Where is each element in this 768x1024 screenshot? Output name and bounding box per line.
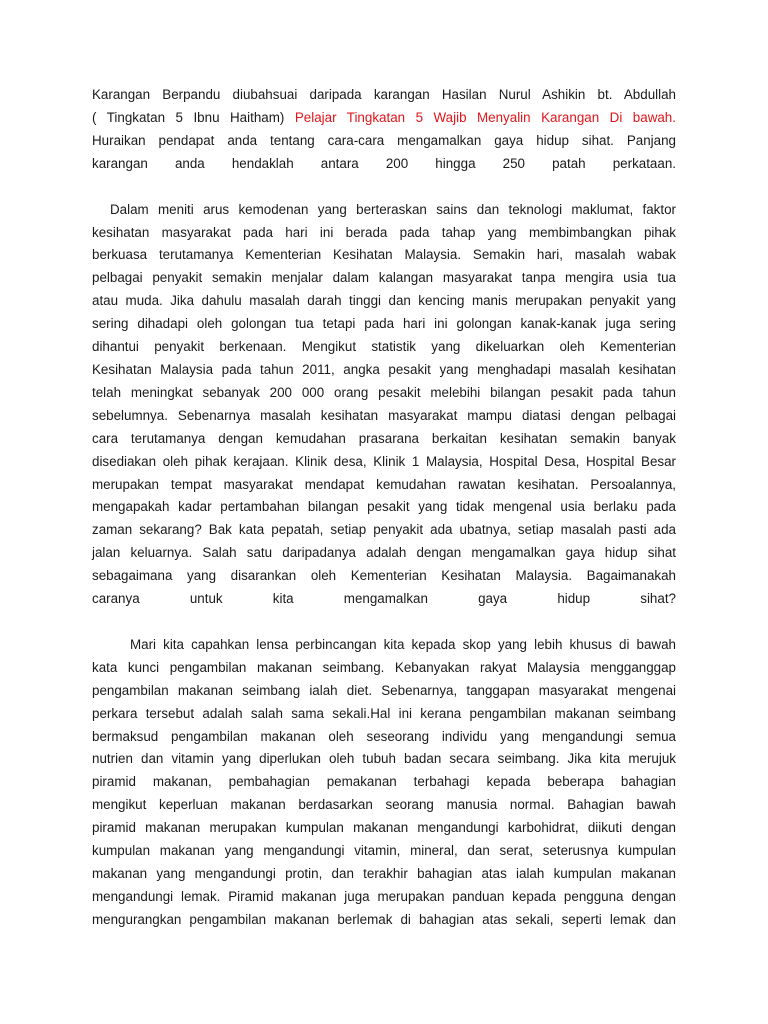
paragraph-line: zaman sekarang? Bak kata pepatah, setiap penyakit ada ubatnya, setiap masalah pasti ada — [92, 522, 676, 538]
essay-paragraph-2 — [92, 634, 676, 932]
paragraph-line: sering dihadapi oleh golongan tua tetapi pada hari ini golongan kanak-kanak juga sering — [92, 316, 676, 332]
paragraph-line: kumpulan makanan yang mengandungi vitamin, mineral, dan serat, seterusnya kumpulan — [92, 843, 676, 859]
paragraph-line: Kesihatan Malaysia pada tahun 2011, angka pesakit yang menghadapi masalah kesihatan — [92, 361, 676, 377]
paragraph-line: nutrien dan vitamin yang diperlukan oleh tubuh badan secara seimbang. Jika kita merujuk — [92, 751, 676, 767]
paragraph-line: makanan yang mengandungi protin, dan terakhir bahagian atas ialah kumpulan makanan — [92, 866, 676, 881]
paragraph-line: mengapakah kadar pertambahan bilangan pesakit yang tidak mengenal usia berlaku pada — [92, 499, 676, 515]
document-page — [92, 84, 676, 932]
paragraph-line: pengambilan makanan seimbang ialah diet. Sebenarnya, tanggapan masyarakat mengenai — [92, 682, 676, 698]
paragraph-line: kata kunci pengambilan makanan seimbang. Kebanyakan rakyat Malaysia mengganggap — [92, 659, 676, 675]
paragraph-line: Dalam meniti arus kemodenan yang berteraskan sains dan teknologi maklumat, faktor — [110, 201, 676, 217]
instruction-class-text: ( Tingkatan 5 Ibnu Haitham) — [92, 109, 285, 125]
paragraph-line: pelbagai penyakit semakin menjalar dalam kalangan masyarakat tanpa mengira usia tua — [92, 270, 676, 286]
paragraph-line: atau muda. Jika dahulu masalah darah tinggi dan kencing manis merupakan penyakit yang — [92, 293, 676, 309]
paragraph-line: sebagaimana yang disarankan oleh Kementerian Kesihatan Malaysia. Bagaimanakah — [92, 568, 676, 584]
paragraph-line: mengikut keperluan makanan berdasarkan seorang manusia normal. Bahagian bawah — [92, 797, 676, 813]
paragraph-line: piramid makanan, pembahagian pemakanan terbahagi kepada beberapa bahagian — [92, 774, 676, 790]
instruction-line: karangan anda hendaklah antara 200 hingga 250 patah perkataan. — [92, 155, 676, 171]
paragraph-line: piramid makanan merupakan kumpulan makanan mengandungi karbohidrat, diikuti dengan — [92, 820, 676, 836]
paragraph-line: mengurangkan pengambilan makanan berlemak di bahagian atas sekali, seperti lemak dan — [92, 911, 676, 927]
instruction-red-note: Pelajar Tingkatan 5 Wajib Menyalin Karangan Di bawah. — [294, 109, 676, 125]
paragraph-line: bermaksud pengambilan makanan oleh seseorang individu yang mengandungi semua — [92, 728, 676, 744]
paragraph-line: kesihatan masyarakat pada hari ini berada pada tahap yang membimbangkan pihak — [92, 224, 676, 240]
essay-instructions — [92, 84, 676, 176]
instruction-line: Huraikan pendapat anda tentang cara-cara mengamalkan gaya hidup sihat. Panjang — [92, 132, 676, 148]
paragraph-line: sebelumnya. Sebenarnya masalah kesihatan masyarakat mampu diatasi dengan pelbagai — [92, 407, 676, 423]
paragraph-line: merupakan tempat masyarakat mendapat kemudahan rawatan kesihatan. Persoalannya, — [92, 476, 676, 492]
essay-paragraph-1 — [92, 199, 676, 611]
paragraph-line: jalan keluarnya. Salah satu daripadanya adalah dengan mengamalkan gaya hidup sihat — [92, 545, 676, 561]
instruction-line: Karangan Berpandu diubahsuai daripada karangan Hasilan Nurul Ashikin bt. Abdullah — [92, 87, 676, 102]
paragraph-line: disediakan oleh pihak kerajaan. Klinik desa, Klinik 1 Malaysia, Hospital Desa, Hospital Besar — [92, 453, 676, 469]
paragraph-line: dihantui penyakit berkenaan. Mengikut statistik yang dikeluarkan oleh Kementerian — [92, 339, 676, 355]
paragraph-line: mengandungi lemak. Piramid makanan juga merupakan panduan kepada pengguna dengan — [92, 888, 676, 904]
paragraph-line: telah meningkat sebanyak 200 000 orang pesakit melebihi bilangan pesakit pada tahun — [92, 384, 676, 400]
paragraph-line: cara terutamanya dengan kemudahan prasarana berkaitan kesihatan semakin banyak — [92, 430, 676, 446]
paragraph-line: Mari kita capahkan lensa perbincangan kita kepada skop yang lebih khusus di bawah — [130, 636, 676, 652]
instruction-line — [92, 107, 676, 130]
paragraph-line: berkuasa terutamanya Kementerian Kesihatan Malaysia. Semakin hari, masalah wabak — [92, 247, 676, 263]
paragraph-line: perkara tersebut adalah salah sama sekali.Hal ini kerana pengambilan makanan seimbang — [92, 705, 676, 721]
paragraph-line: caranya untuk kita mengamalkan gaya hidup sihat? — [92, 591, 676, 607]
